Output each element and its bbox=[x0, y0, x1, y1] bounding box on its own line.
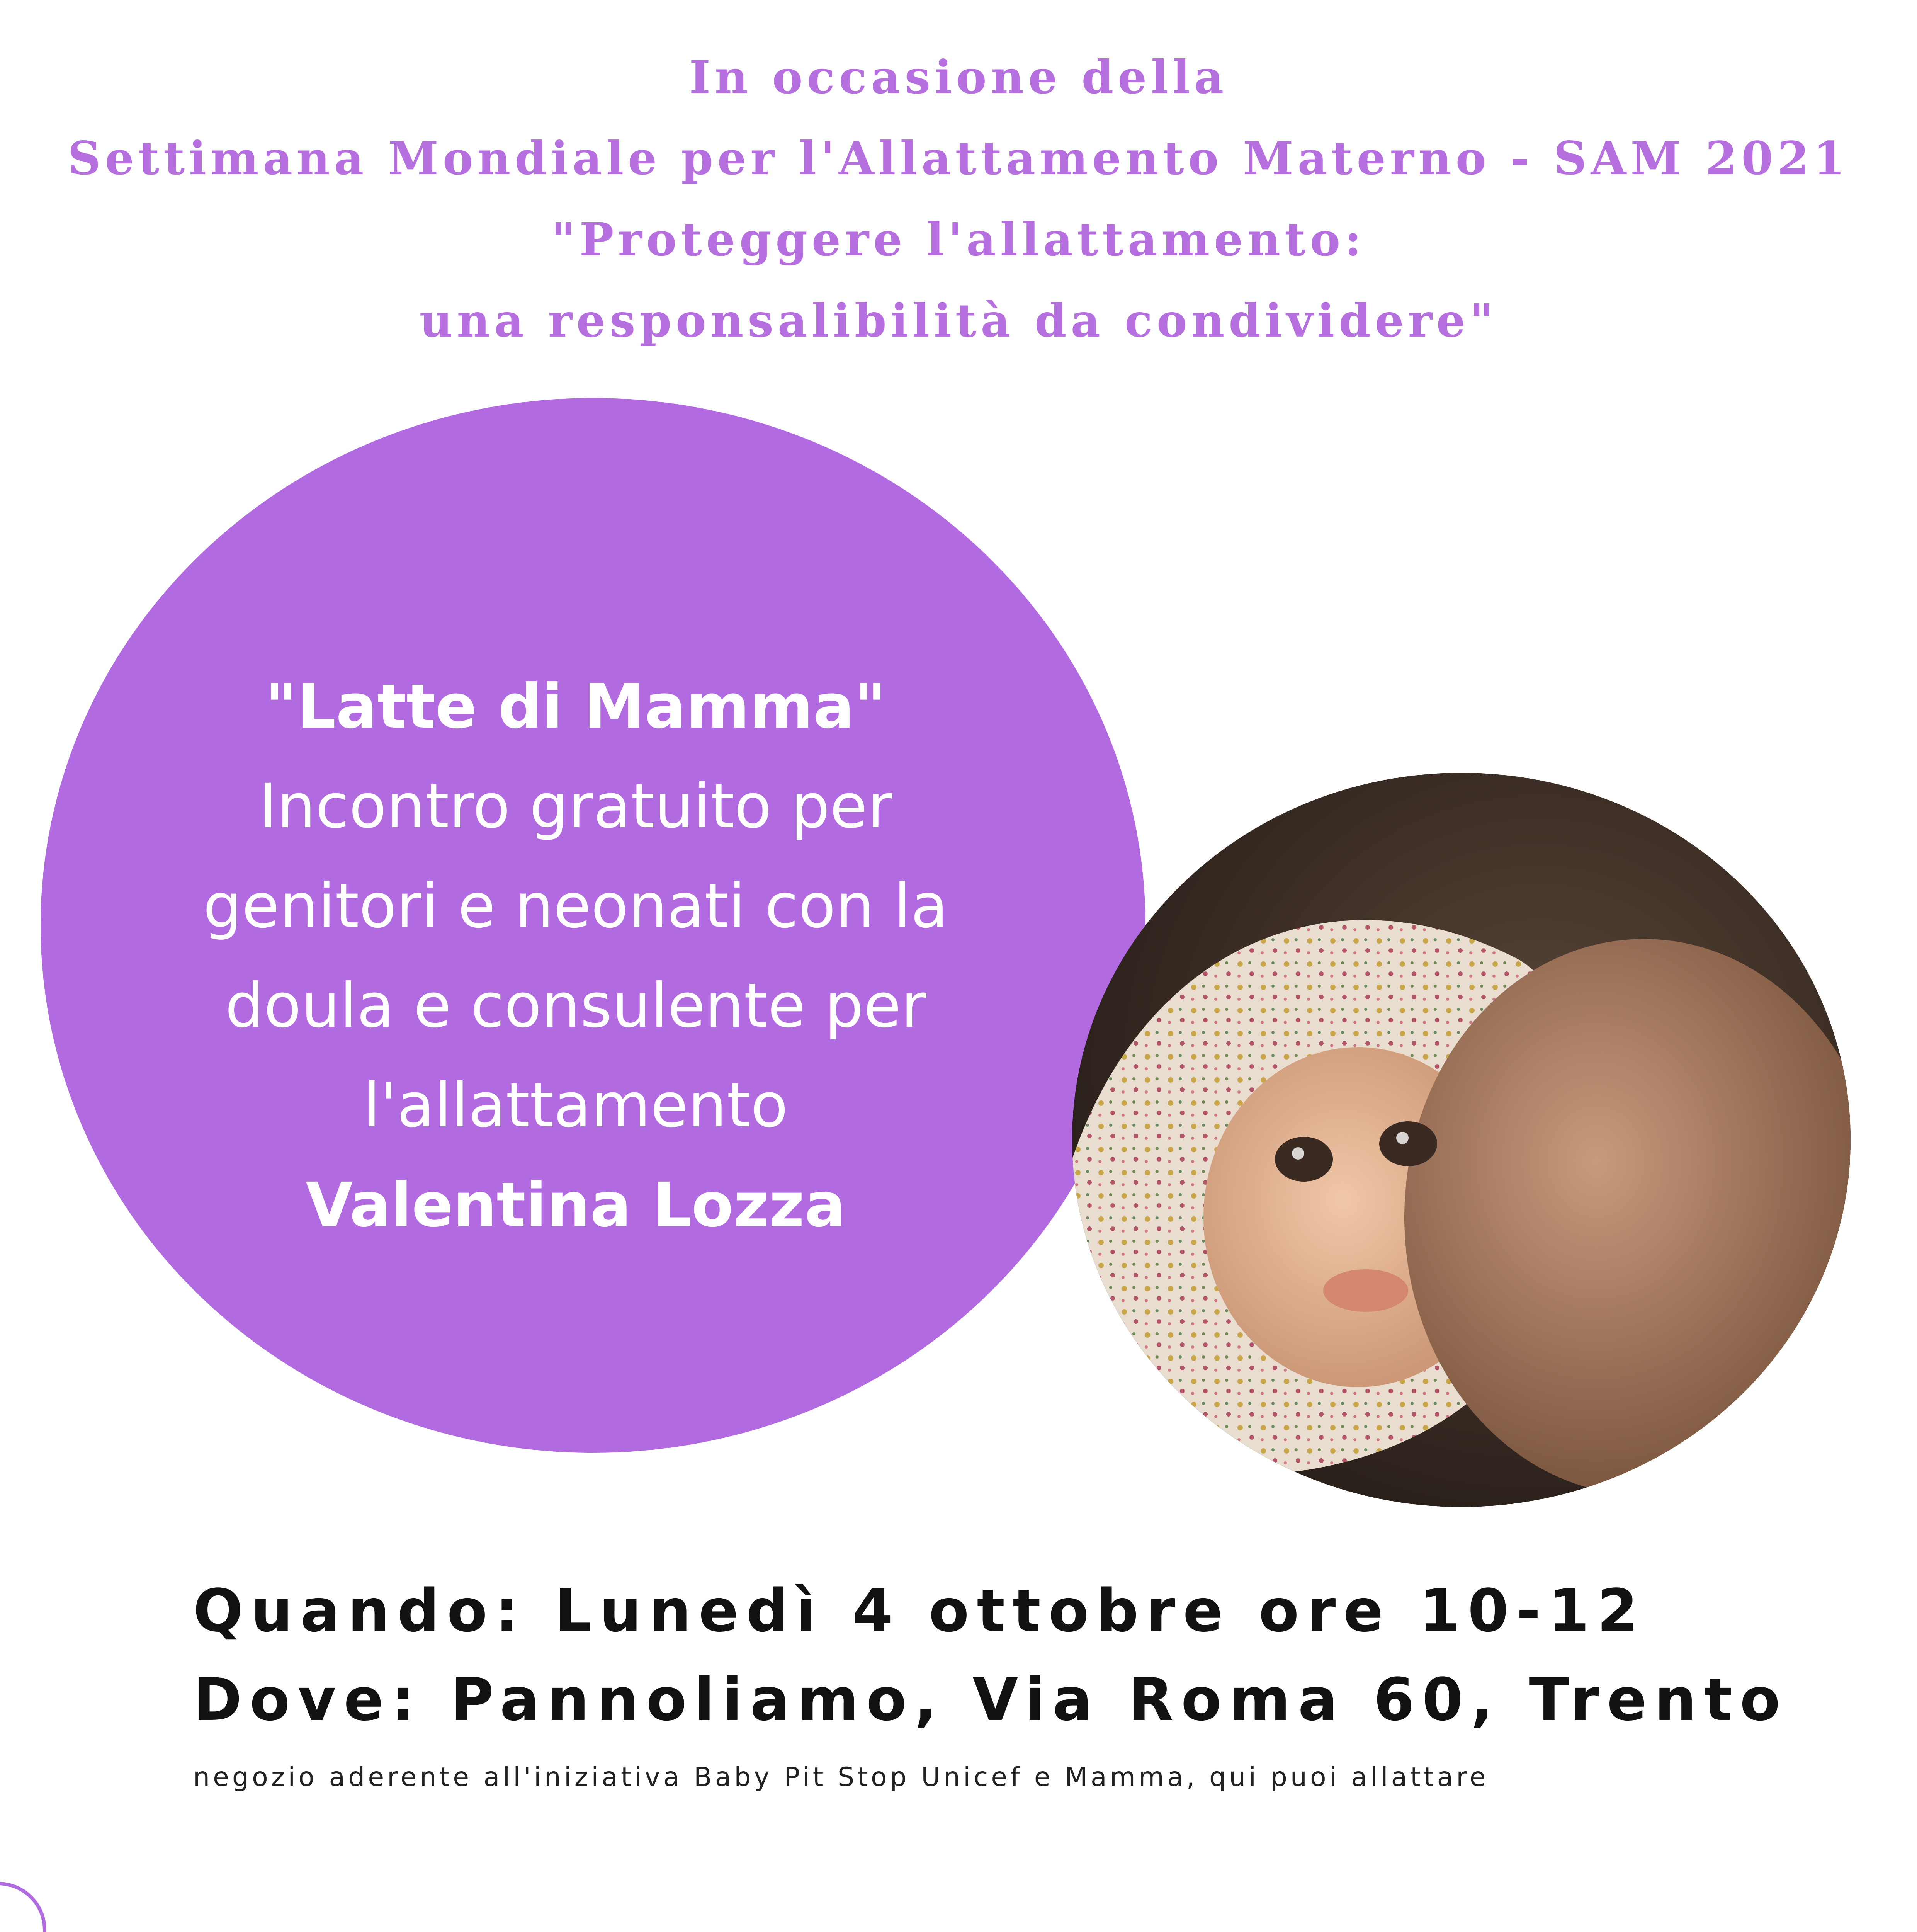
header-line-3: "Proteggere l'allattamento: bbox=[551, 213, 1366, 266]
decorative-outline-circle bbox=[0, 1882, 46, 1932]
event-desc-line-4: l'allattamento bbox=[363, 1070, 788, 1141]
event-when: Quando: Lunedì 4 ottobre ore 10-12 bbox=[193, 1577, 1646, 1645]
event-where: Dove: Pannoliamo, Via Roma 60, Trento bbox=[193, 1665, 1788, 1734]
baby-illustration bbox=[1072, 773, 1851, 1507]
shop-note: negozio aderente all'iniziativa Baby Pit Stop Unicef e Mamma, qui puoi allattare bbox=[193, 1762, 1489, 1793]
header-line-2: Settimana Mondiale per l'Allattamento Materno - SAM 2021 bbox=[68, 131, 1849, 185]
header-line-4: una responsalibilità da condividere" bbox=[419, 294, 1498, 347]
event-description bbox=[100, 657, 1051, 1255]
header-line-1: In occasione della bbox=[689, 50, 1228, 104]
event-header bbox=[0, 37, 1917, 361]
event-desc-line-1: Incontro gratuito per bbox=[258, 771, 893, 842]
event-title: "Latte di Mamma" bbox=[265, 671, 886, 742]
event-desc-line-2: genitori e neonati con la bbox=[203, 871, 948, 942]
event-desc-line-3: doula e consulente per bbox=[225, 970, 926, 1041]
speaker-name: Valentina Lozza bbox=[306, 1170, 846, 1241]
baby-photo bbox=[1072, 773, 1851, 1507]
